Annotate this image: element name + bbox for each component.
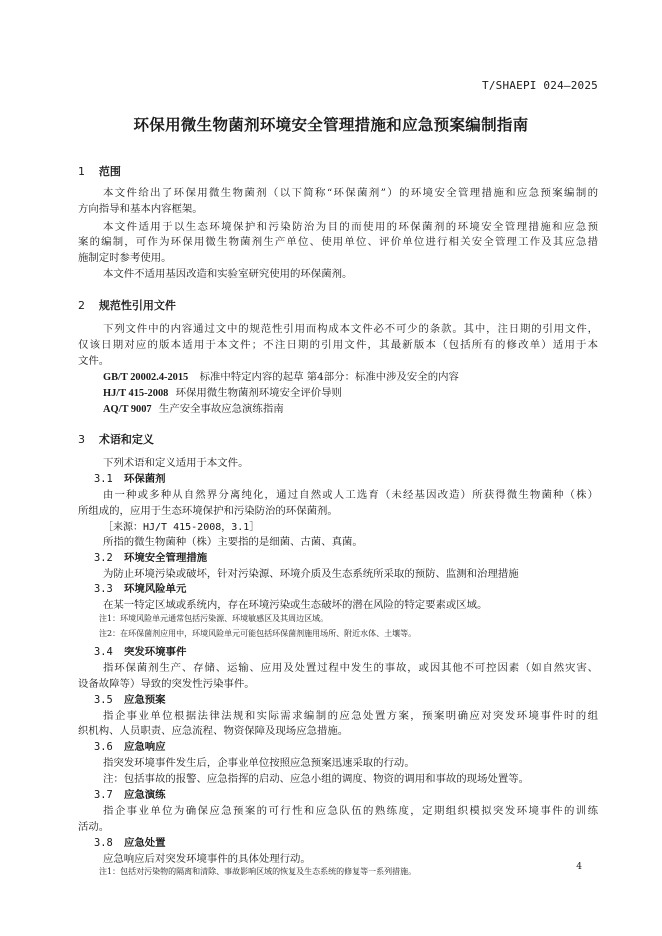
paragraph-line: 方向指导和基本内容框架。 xyxy=(78,203,203,215)
definition-line: 织机构、人员职责、应急流程、物资保障及现场应急措施。 xyxy=(78,725,349,737)
paragraph-line: 仅该日期对应的版本适用于本文件；不注日期的引用文件，其最新版本（包括所有的修改单）适用于本 xyxy=(78,339,598,351)
normative-reference xyxy=(103,368,459,383)
section-title: 术语和定义 xyxy=(98,433,154,446)
section-title: 范围 xyxy=(98,165,121,178)
section-2-heading xyxy=(78,297,176,313)
reference-code: HJ/T 415-2008 xyxy=(103,388,169,399)
term-heading-3-7 xyxy=(94,786,166,801)
paragraph-line: 本文件给出了环保用微生物菌剂（以下简称“环保菌剂”）的环境安全管理措施和应急预案编制的 xyxy=(103,187,598,199)
paragraph-line: 下列术语和定义适用于本文件。 xyxy=(103,457,249,469)
definition-line: 为防止环境污染或破坏，针对污染源、环境介质及生态系统所采取的预防、监测和治理措施 xyxy=(103,568,519,580)
term-source: ［来源：HJ/T 415-2008，3.1］ xyxy=(103,522,260,533)
document-title: 环保用微生物菌剂环境安全管理措施和应急预案编制指南 xyxy=(133,116,529,134)
term-title: 环境风险单元 xyxy=(124,583,187,595)
term-title: 应急演练 xyxy=(124,789,166,801)
term-heading-3-8 xyxy=(94,834,166,849)
term-heading-3-4 xyxy=(94,643,186,658)
definition-line: 所组成的，应用于生态环境保护和污染防治的环保菌剂。 xyxy=(78,505,338,517)
section-3-heading xyxy=(78,431,154,447)
paragraph-line: 案的编制，可作为环保用微生物菌剂生产单位、使用单位、评价单位进行相关安全管理工作及其应急措 xyxy=(78,236,598,248)
term-note: 注2：在环保菌剂应用中，环境风险单元可能包括环保菌剂施用场所、附近水体、土壤等。 xyxy=(99,629,417,638)
definition-note: 注：包括事故的报警、应急指挥的启动、应急小组的调度、物资的调用和事故的现场处置等。 xyxy=(103,773,530,785)
page-number: 4 xyxy=(576,862,582,872)
term-heading-3-6 xyxy=(94,738,166,753)
document-number: T/SHAEPI 024—2025 xyxy=(482,79,598,92)
definition-line: 在某一特定区域或系统内，存在环境污染或生态破坏的潜在风险的特定要素或区域。 xyxy=(103,599,488,611)
paragraph-line: 本文件不适用基因改造和实验室研究使用的环保菌剂。 xyxy=(103,268,353,280)
term-title: 应急预案 xyxy=(124,694,166,706)
reference-name: 标准中特定内容的起草 第4部分：标准中涉及安全的内容 xyxy=(199,371,459,383)
reference-name: 环保用微生物菌剂环境安全评价导则 xyxy=(175,387,342,399)
section-1-heading xyxy=(78,163,121,179)
term-number: 3.3 xyxy=(94,583,113,595)
reference-code: GB/T 20002.4-2015 xyxy=(103,372,189,383)
paragraph-line: 文件。 xyxy=(78,355,110,367)
section-title: 规范性引用文件 xyxy=(98,299,176,312)
term-number: 3.6 xyxy=(94,741,113,753)
definition-line: 活动。 xyxy=(78,821,110,833)
definition-line: 指突发环境事件发生后，企事业单位按照应急预案迅速采取的行动。 xyxy=(103,757,415,769)
definition-line: 指环保菌剂生产、存储、运输、应用及处置过程中发生的事故，或因其他不可控因素（如自然灾害、 xyxy=(103,662,598,674)
term-heading-3-1 xyxy=(94,470,166,485)
section-number: 2 xyxy=(78,299,85,312)
term-title: 环保菌剂 xyxy=(124,473,166,485)
paragraph-line: 施制定时参考使用。 xyxy=(78,252,172,264)
section-number: 1 xyxy=(78,165,85,178)
term-heading-3-2 xyxy=(94,549,207,564)
term-number: 3.1 xyxy=(94,473,113,485)
definition-line: 所指的微生物菌种（株）主要指的是细菌、古菌、真菌。 xyxy=(103,536,363,548)
term-heading-3-3 xyxy=(94,580,186,595)
definition-line: 指企事业单位为确保应急预案的可行性和应急队伍的熟练度，定期组织模拟突发环境事件的训练 xyxy=(103,805,598,817)
term-note: 注1：环境风险单元通常包括污染源、环境敏感区及其周边区域。 xyxy=(99,614,329,623)
definition-line: 由一种或多种从自然界分离纯化，通过自然或人工选育（未经基因改造）所获得微生物菌种（株） xyxy=(103,489,598,501)
definition-line: 设备故障等）导致的突发性污染事件。 xyxy=(78,678,255,690)
paragraph-line: 下列文件中的内容通过文中的规范性引用而构成本文件必不可少的条款。其中，注日期的引用文件， xyxy=(103,323,598,335)
term-number: 3.7 xyxy=(94,789,113,801)
term-number: 3.2 xyxy=(94,552,113,564)
term-note: 注1：包括对污染物的隔离和清除、事故影响区域的恢复及生态系统的修复等一系列措施。 xyxy=(99,867,417,876)
term-title: 应急响应 xyxy=(124,741,166,753)
normative-reference xyxy=(103,384,342,399)
definition-line: 指企事业单位根据法律法规和实际需求编制的应急处置方案，预案明确应对突发环境事件时的组 xyxy=(103,710,598,722)
term-heading-3-5 xyxy=(94,691,166,706)
term-title: 应急处置 xyxy=(124,837,166,849)
term-number: 3.5 xyxy=(94,694,113,706)
term-number: 3.4 xyxy=(94,646,113,658)
reference-name: 生产安全事故应急演练指南 xyxy=(158,403,284,415)
section-number: 3 xyxy=(78,433,85,446)
reference-code: AQ/T 9007 xyxy=(103,404,152,415)
term-title: 突发环境事件 xyxy=(124,646,187,658)
term-title: 环境安全管理措施 xyxy=(124,552,208,564)
normative-reference xyxy=(103,400,284,415)
definition-line: 应急响应后对突发环境事件的具体处理行动。 xyxy=(103,853,311,865)
term-number: 3.8 xyxy=(94,837,113,849)
paragraph-line: 本文件适用于以生态环境保护和污染防治为目的而使用的环保菌剂的环境安全管理措施和应急预 xyxy=(103,221,598,233)
